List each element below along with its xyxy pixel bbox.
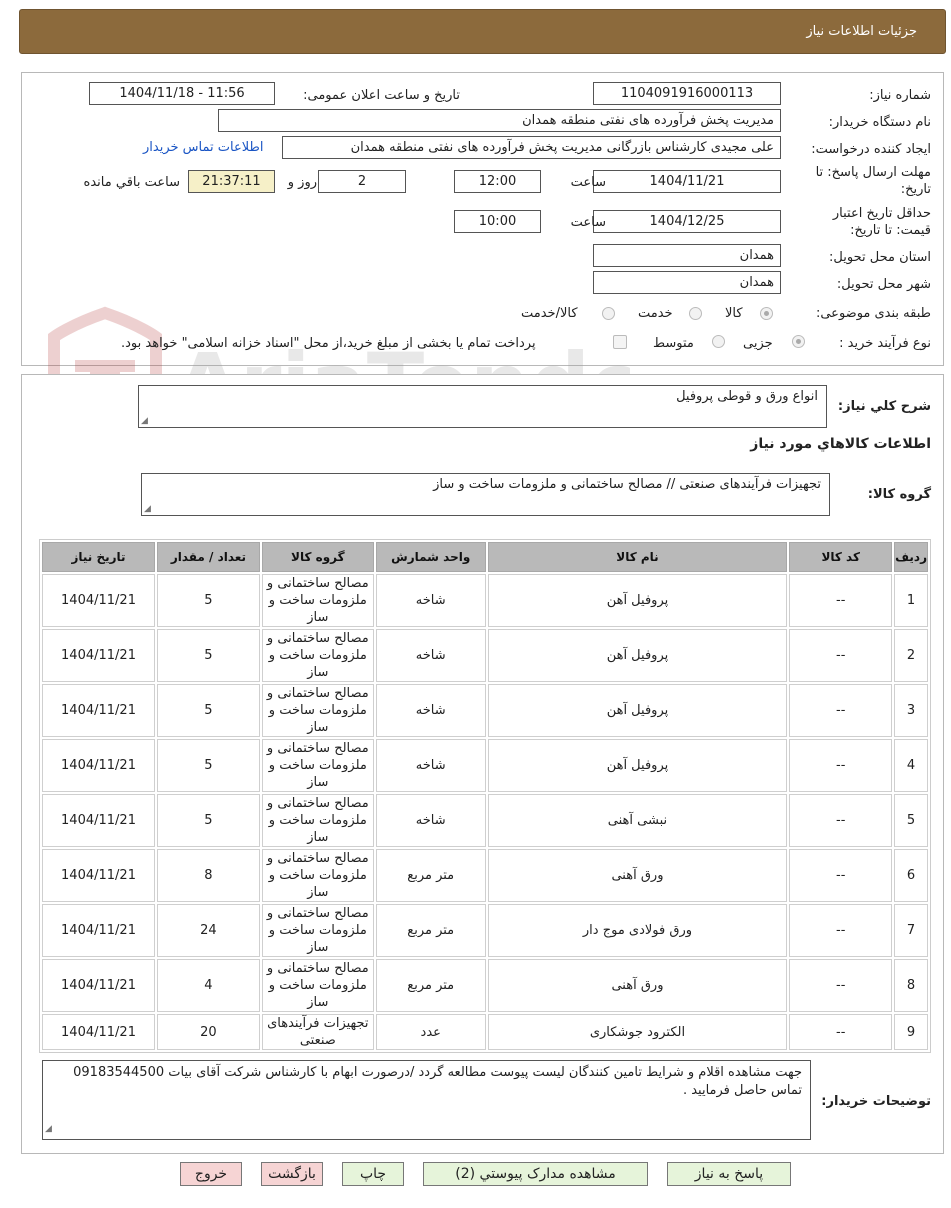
item-group-cell: مصالح ساختمانی و ملزومات ساخت و ساز	[262, 574, 374, 627]
validity-date-field[interactable]: 1404/12/25	[593, 210, 781, 233]
buyer-org-label: نام دستگاه خریدار:	[828, 115, 931, 130]
creator-field[interactable]: علی مجیدی کارشناس بازرگانی مدیریت پخش فرآورده های نفتی منطقه همدان	[282, 136, 781, 159]
item-date-cell: 1404/11/21	[42, 684, 155, 737]
view-documents-button[interactable]: مشاهده مدارک پيوستي (2)	[423, 1162, 648, 1186]
table-row	[42, 629, 928, 682]
category-option-service: خدمت	[638, 306, 673, 321]
col-date: تاريخ نياز	[42, 542, 155, 572]
item-unit-cell: شاخه	[376, 739, 486, 792]
item-name-cell: الکترود جوشکاری	[488, 1014, 788, 1050]
item-unit-cell: شاخه	[376, 684, 486, 737]
category-option-goods-service: کالا/خدمت	[521, 306, 578, 321]
need-details-panel	[21, 72, 944, 366]
reply-time-label: ساعت	[570, 175, 606, 190]
item-code-cell: --	[789, 1014, 892, 1050]
item-unit-cell: عدد	[376, 1014, 486, 1050]
item-code-cell: --	[789, 904, 892, 957]
table-row	[42, 574, 928, 627]
remaining-time-field[interactable]: 21:37:11	[188, 170, 275, 193]
buyer-contact-link[interactable]: اطلاعات تماس خریدار	[143, 140, 264, 155]
page-title: جزئیات اطلاعات نیاز	[806, 24, 917, 39]
reply-button[interactable]: پاسخ به نياز	[667, 1162, 791, 1186]
remaining-label: ساعت باقي مانده	[83, 175, 180, 190]
item-name-cell: نبشی آهنی	[488, 794, 788, 847]
item-unit-cell: متر مربع	[376, 849, 486, 902]
goods-group-text: تجهیزات فرآیندهای صنعتی // مصالح ساختمانی و ملزومات ساخت و ساز	[433, 477, 821, 492]
description-textarea[interactable]	[138, 385, 827, 428]
row-number-cell: 1	[894, 574, 928, 627]
buyer-notes-label: توضیحات خریدار:	[821, 1094, 931, 1109]
category-option-goods: کالا	[725, 306, 743, 321]
table-row	[42, 794, 928, 847]
item-code-cell: --	[789, 574, 892, 627]
item-date-cell: 1404/11/21	[42, 959, 155, 1012]
validity-time-label: ساعت	[570, 215, 606, 230]
item-name-cell: پروفیل آهن	[488, 739, 788, 792]
col-row: رديف	[894, 542, 928, 572]
reply-time-field[interactable]: 12:00	[454, 170, 541, 193]
row-number-cell: 5	[894, 794, 928, 847]
item-qty-cell: 24	[157, 904, 260, 957]
goods-table	[39, 539, 931, 1053]
table-row	[42, 739, 928, 792]
item-date-cell: 1404/11/21	[42, 849, 155, 902]
city-label: شهر محل تحویل:	[836, 277, 931, 292]
table-row	[42, 959, 928, 1012]
table-header-row	[42, 542, 928, 572]
item-unit-cell: شاخه	[376, 794, 486, 847]
process-radio-minor[interactable]	[792, 335, 805, 348]
item-qty-cell: 20	[157, 1014, 260, 1050]
item-date-cell: 1404/11/21	[42, 629, 155, 682]
item-date-cell: 1404/11/21	[42, 574, 155, 627]
item-date-cell: 1404/11/21	[42, 739, 155, 792]
item-unit-cell: متر مربع	[376, 959, 486, 1012]
item-date-cell: 1404/11/21	[42, 1014, 155, 1050]
table-row	[42, 849, 928, 902]
row-number-cell: 6	[894, 849, 928, 902]
item-qty-cell: 4	[157, 959, 260, 1012]
process-radio-medium[interactable]	[712, 335, 725, 348]
goods-info-title: اطلاعات کالاهاي مورد نياز	[750, 436, 931, 452]
days-label: روز و	[287, 175, 317, 190]
creator-label: ایجاد کننده درخواست:	[811, 142, 931, 157]
description-text: انواع ورق و قوطی پروفیل	[676, 389, 818, 404]
process-label: نوع فرآیند خرید :	[839, 336, 931, 351]
row-number-cell: 8	[894, 959, 928, 1012]
validity-time-field[interactable]: 10:00	[454, 210, 541, 233]
item-group-cell: مصالح ساختمانی و ملزومات ساخت و ساز	[262, 684, 374, 737]
item-code-cell: --	[789, 684, 892, 737]
reply-date-field[interactable]: 1404/11/21	[593, 170, 781, 193]
announce-datetime-field[interactable]: 1404/11/18 - 11:56	[89, 82, 275, 105]
validity-label-2: قیمت: تا تاریخ:	[850, 223, 931, 238]
item-date-cell: 1404/11/21	[42, 794, 155, 847]
goods-panel	[21, 374, 944, 1154]
item-group-cell: مصالح ساختمانی و ملزومات ساخت و ساز	[262, 739, 374, 792]
description-label: شرح کلي نياز:	[837, 399, 931, 414]
item-name-cell: ورق فولادی موج دار	[488, 904, 788, 957]
item-group-cell: مصالح ساختمانی و ملزومات ساخت و ساز	[262, 794, 374, 847]
treasury-payment-note: پرداخت تمام یا بخشی از مبلغ خرید،از محل "اسناد خزانه اسلامی" خواهد بود.	[121, 336, 536, 351]
resize-grip-icon[interactable]: ◢	[141, 416, 148, 426]
item-qty-cell: 5	[157, 739, 260, 792]
item-name-cell: ورق آهنی	[488, 849, 788, 902]
resize-grip-icon[interactable]: ◢	[45, 1124, 52, 1134]
item-unit-cell: متر مربع	[376, 904, 486, 957]
process-option-minor: جزیی	[743, 336, 773, 351]
category-radio-goods[interactable]	[760, 307, 773, 320]
item-qty-cell: 5	[157, 574, 260, 627]
category-radio-service[interactable]	[689, 307, 702, 320]
item-name-cell: ورق آهنی	[488, 959, 788, 1012]
row-number-cell: 3	[894, 684, 928, 737]
goods-group-label: گروه کالا:	[867, 487, 931, 502]
item-qty-cell: 8	[157, 849, 260, 902]
back-button[interactable]: بازگشت	[261, 1162, 323, 1186]
item-code-cell: --	[789, 739, 892, 792]
item-code-cell: --	[789, 849, 892, 902]
row-number-cell: 4	[894, 739, 928, 792]
item-group-cell: مصالح ساختمانی و ملزومات ساخت و ساز	[262, 904, 374, 957]
item-qty-cell: 5	[157, 684, 260, 737]
item-group-cell: مصالح ساختمانی و ملزومات ساخت و ساز	[262, 629, 374, 682]
table-row	[42, 904, 928, 957]
reply-deadline-label: مهلت ارسال پاسخ: تا	[815, 165, 931, 180]
print-button[interactable]: چاپ	[342, 1162, 404, 1186]
need-number-label: شماره نیاز:	[869, 88, 931, 103]
city-field[interactable]: همدان	[593, 271, 781, 294]
buyer-notes-textarea[interactable]	[42, 1060, 811, 1140]
item-group-cell: مصالح ساختمانی و ملزومات ساخت و ساز	[262, 849, 374, 902]
page-title-bar	[19, 9, 946, 54]
buyer-org-field[interactable]: مدیریت پخش فرآورده های نفتی منطقه همدان	[218, 109, 781, 132]
table-row	[42, 1014, 928, 1050]
days-remaining-field[interactable]: 2	[318, 170, 406, 193]
item-group-cell: مصالح ساختمانی و ملزومات ساخت و ساز	[262, 959, 374, 1012]
province-field[interactable]: همدان	[593, 244, 781, 267]
item-name-cell: پروفیل آهن	[488, 574, 788, 627]
item-name-cell: پروفیل آهن	[488, 629, 788, 682]
buyer-notes-text: جهت مشاهده اقلام و شرایط تامین کنندگان لیست پیوست مطالعه گردد /درصورت ابهام با کارشناس شرکت آقای بیات 09183544500 تماس حاصل فرمایید .	[73, 1065, 802, 1098]
col-code: کد کالا	[789, 542, 892, 572]
item-qty-cell: 5	[157, 794, 260, 847]
item-unit-cell: شاخه	[376, 574, 486, 627]
col-name: نام کالا	[488, 542, 788, 572]
item-code-cell: --	[789, 629, 892, 682]
process-option-medium: متوسط	[653, 336, 694, 351]
item-unit-cell: شاخه	[376, 629, 486, 682]
reply-deadline-label-2: تاریخ:	[900, 182, 931, 197]
goods-group-textarea[interactable]	[141, 473, 830, 516]
item-code-cell: --	[789, 794, 892, 847]
treasury-payment-checkbox[interactable]	[613, 335, 627, 349]
item-qty-cell: 5	[157, 629, 260, 682]
row-number-cell: 9	[894, 1014, 928, 1050]
col-unit: واحد شمارش	[376, 542, 486, 572]
item-group-cell: تجهیزات فرآیندهای صنعتی	[262, 1014, 374, 1050]
item-code-cell: --	[789, 959, 892, 1012]
category-radio-goods-service[interactable]	[602, 307, 615, 320]
resize-grip-icon[interactable]: ◢	[144, 504, 151, 514]
row-number-cell: 2	[894, 629, 928, 682]
category-label: طبقه بندی موضوعی:	[815, 306, 931, 321]
table-row	[42, 684, 928, 737]
exit-button[interactable]: خروج	[180, 1162, 242, 1186]
need-number-field[interactable]: 1104091916000113	[593, 82, 781, 105]
item-name-cell: پروفیل آهن	[488, 684, 788, 737]
col-qty: تعداد / مقدار	[157, 542, 260, 572]
row-number-cell: 7	[894, 904, 928, 957]
item-date-cell: 1404/11/21	[42, 904, 155, 957]
validity-label: حداقل تاریخ اعتبار	[832, 206, 931, 221]
province-label: استان محل تحویل:	[829, 250, 931, 265]
col-group: گروه کالا	[262, 542, 374, 572]
announce-label: تاریخ و ساعت اعلان عمومی:	[303, 88, 460, 103]
